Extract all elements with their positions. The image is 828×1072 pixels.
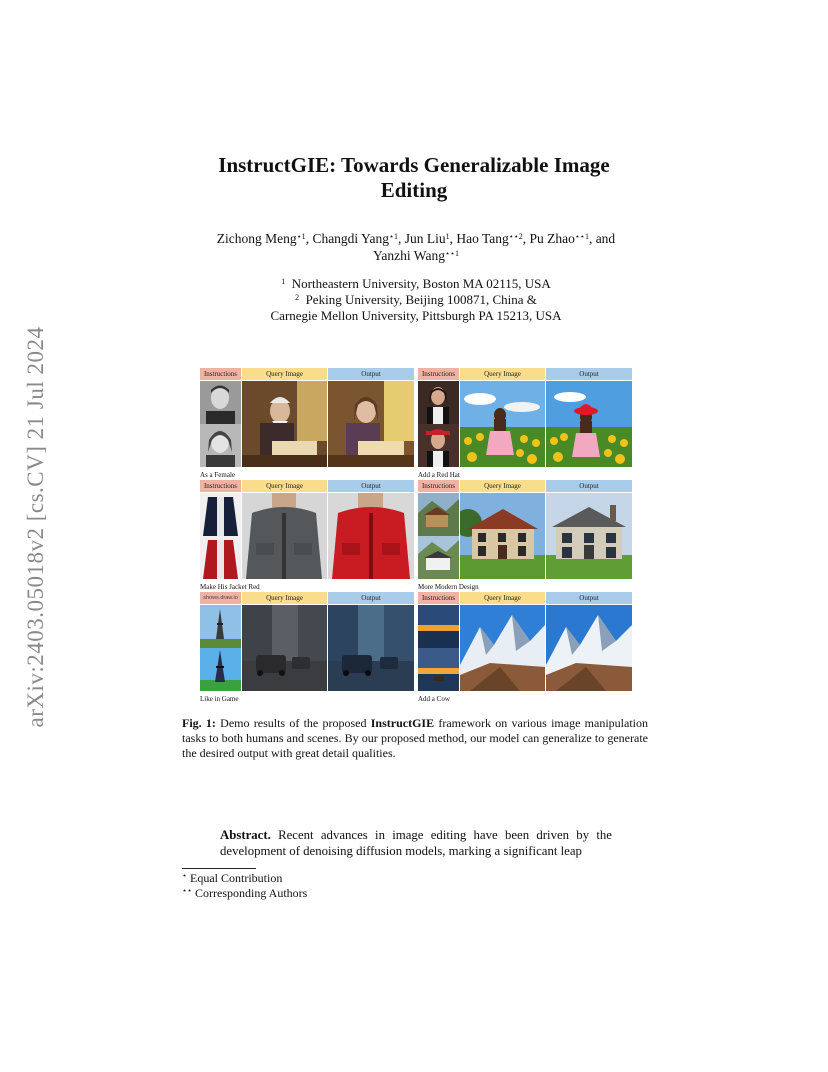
author-sup: 1 — [445, 232, 450, 241]
query-header: Query Image — [460, 480, 545, 492]
query-header: Query Image — [242, 368, 327, 380]
figure-caption — [182, 716, 648, 761]
output-image — [546, 605, 632, 691]
query-header: Query Image — [460, 368, 545, 380]
output-header: Output — [328, 368, 414, 380]
author-name: Jun Liu — [404, 231, 446, 246]
query-image — [242, 493, 327, 579]
figure-panel-female — [200, 368, 414, 484]
author-sep: , and — [588, 231, 616, 246]
output-image — [546, 493, 632, 579]
footnote-text: Corresponding Authors — [195, 885, 308, 900]
author-sep: , — [449, 231, 457, 246]
author-sep: , — [397, 231, 405, 246]
footnote-rule — [182, 868, 256, 869]
author-sup: ⋆1 — [388, 232, 398, 241]
panel-caption: Add a Red Hat — [418, 471, 460, 479]
paper-title — [0, 153, 828, 203]
output-image — [328, 381, 414, 467]
output-image — [328, 493, 414, 579]
output-header: Output — [546, 480, 632, 492]
figure-panel-modern-design — [418, 480, 632, 596]
instruction-image-after — [418, 536, 459, 579]
footnotes — [182, 871, 307, 900]
query-image — [242, 381, 327, 467]
affiliation-sup: 2 — [295, 293, 300, 302]
author-sep: , — [305, 231, 313, 246]
caption-text-rest: framework on various image manipulation tasks to both humans and scenes. By our proposed method, our model can generalize to generate the desired output with great detail qualities. — [182, 716, 648, 760]
figure-panel-jacket — [200, 480, 414, 596]
figure-panel-game — [200, 592, 414, 708]
author-name: Yanzhi Wang — [373, 248, 445, 263]
instruction-image-after — [200, 424, 241, 467]
instruction-image-after — [418, 648, 459, 691]
instruction-image-after — [418, 424, 459, 467]
instructions-header: Instructions — [418, 480, 459, 492]
figure-panel-cow — [418, 592, 632, 708]
query-header: Query Image — [460, 592, 545, 604]
footnote-mark: ⋆ — [182, 871, 188, 880]
instruction-image-after — [200, 648, 241, 691]
abstract-text: Recent advances in image editing have been driven by the development of denoising diffusion models, marking a significant leap — [220, 828, 612, 858]
instruction-watermark: shows.draw.io — [200, 592, 241, 604]
output-image — [328, 605, 414, 691]
author-line-2 — [140, 247, 692, 264]
instruction-image-after — [200, 536, 241, 579]
figure-label: Fig. 1: — [182, 716, 216, 730]
instruction-image-before — [200, 605, 241, 648]
footnote-mark: ⋆⋆ — [182, 885, 193, 895]
output-header: Output — [546, 592, 632, 604]
instruction-image-before — [200, 493, 241, 536]
author-sep: , — [522, 231, 530, 246]
author-name: Pu Zhao — [529, 231, 575, 246]
query-image — [242, 605, 327, 691]
figure-panel-red-hat — [418, 368, 632, 484]
panel-caption: More Modern Design — [418, 583, 479, 591]
instruction-image-before — [200, 381, 241, 424]
query-header: Query Image — [242, 480, 327, 492]
author-sup: ⋆⋆1 — [444, 249, 459, 258]
query-header: Query Image — [242, 592, 327, 604]
instructions-header: Instructions — [200, 368, 241, 380]
author-sup: ⋆⋆1 — [574, 232, 589, 241]
instructions-header: Instructions — [418, 592, 459, 604]
affiliation-sup: 1 — [281, 277, 286, 286]
title-line-2: Editing — [380, 178, 448, 202]
query-image — [460, 493, 545, 579]
output-header: Output — [546, 368, 632, 380]
affiliation-text: Northeastern University, Boston MA 02115, USA — [291, 276, 551, 291]
panel-caption: Like in Game — [200, 695, 239, 703]
author-sup: ⋆1 — [296, 232, 306, 241]
panel-caption: As a Female — [200, 471, 235, 479]
footnote-item — [182, 886, 307, 901]
panel-caption: Make His Jacket Red — [200, 583, 260, 591]
author-list — [140, 230, 692, 264]
affiliation-text: Peking University, Beijing 100871, China & — [305, 292, 537, 307]
arxiv-side-stamp: arXiv:2403.05018v2 [cs.CV] 21 Jul 2024 — [23, 326, 48, 728]
query-image — [460, 381, 545, 467]
output-header: Output — [328, 592, 414, 604]
abstract — [220, 827, 612, 859]
abstract-label: Abstract. — [220, 828, 271, 842]
instructions-header: Instructions — [200, 480, 241, 492]
instruction-image-before — [418, 605, 459, 648]
footnote-item — [182, 871, 307, 886]
affiliation-3: Carnegie Mellon University, Pittsburgh PA 15213, USA — [270, 308, 562, 323]
caption-method-name: InstructGIE — [370, 716, 435, 730]
author-name: Hao Tang — [456, 231, 509, 246]
affiliation-2 — [150, 292, 682, 308]
instruction-image-before — [418, 493, 459, 536]
output-header: Output — [328, 480, 414, 492]
affiliations — [150, 276, 682, 324]
title-line-1: InstructGIE: Towards Generalizable Image — [218, 153, 610, 177]
author-name: Zichong Meng — [216, 231, 297, 246]
author-name: Changdi Yang — [312, 231, 389, 246]
affiliation-1 — [150, 276, 682, 292]
query-image — [460, 605, 545, 691]
instructions-header: Instructions — [418, 368, 459, 380]
panel-caption: Add a Cow — [418, 695, 450, 703]
caption-text: Demo results of the proposed — [215, 716, 371, 730]
author-line-1 — [140, 230, 692, 247]
instruction-image-before — [418, 381, 459, 424]
author-sup: ⋆⋆2 — [508, 232, 523, 241]
footnote-text: Equal Contribution — [190, 871, 283, 885]
output-image — [546, 381, 632, 467]
